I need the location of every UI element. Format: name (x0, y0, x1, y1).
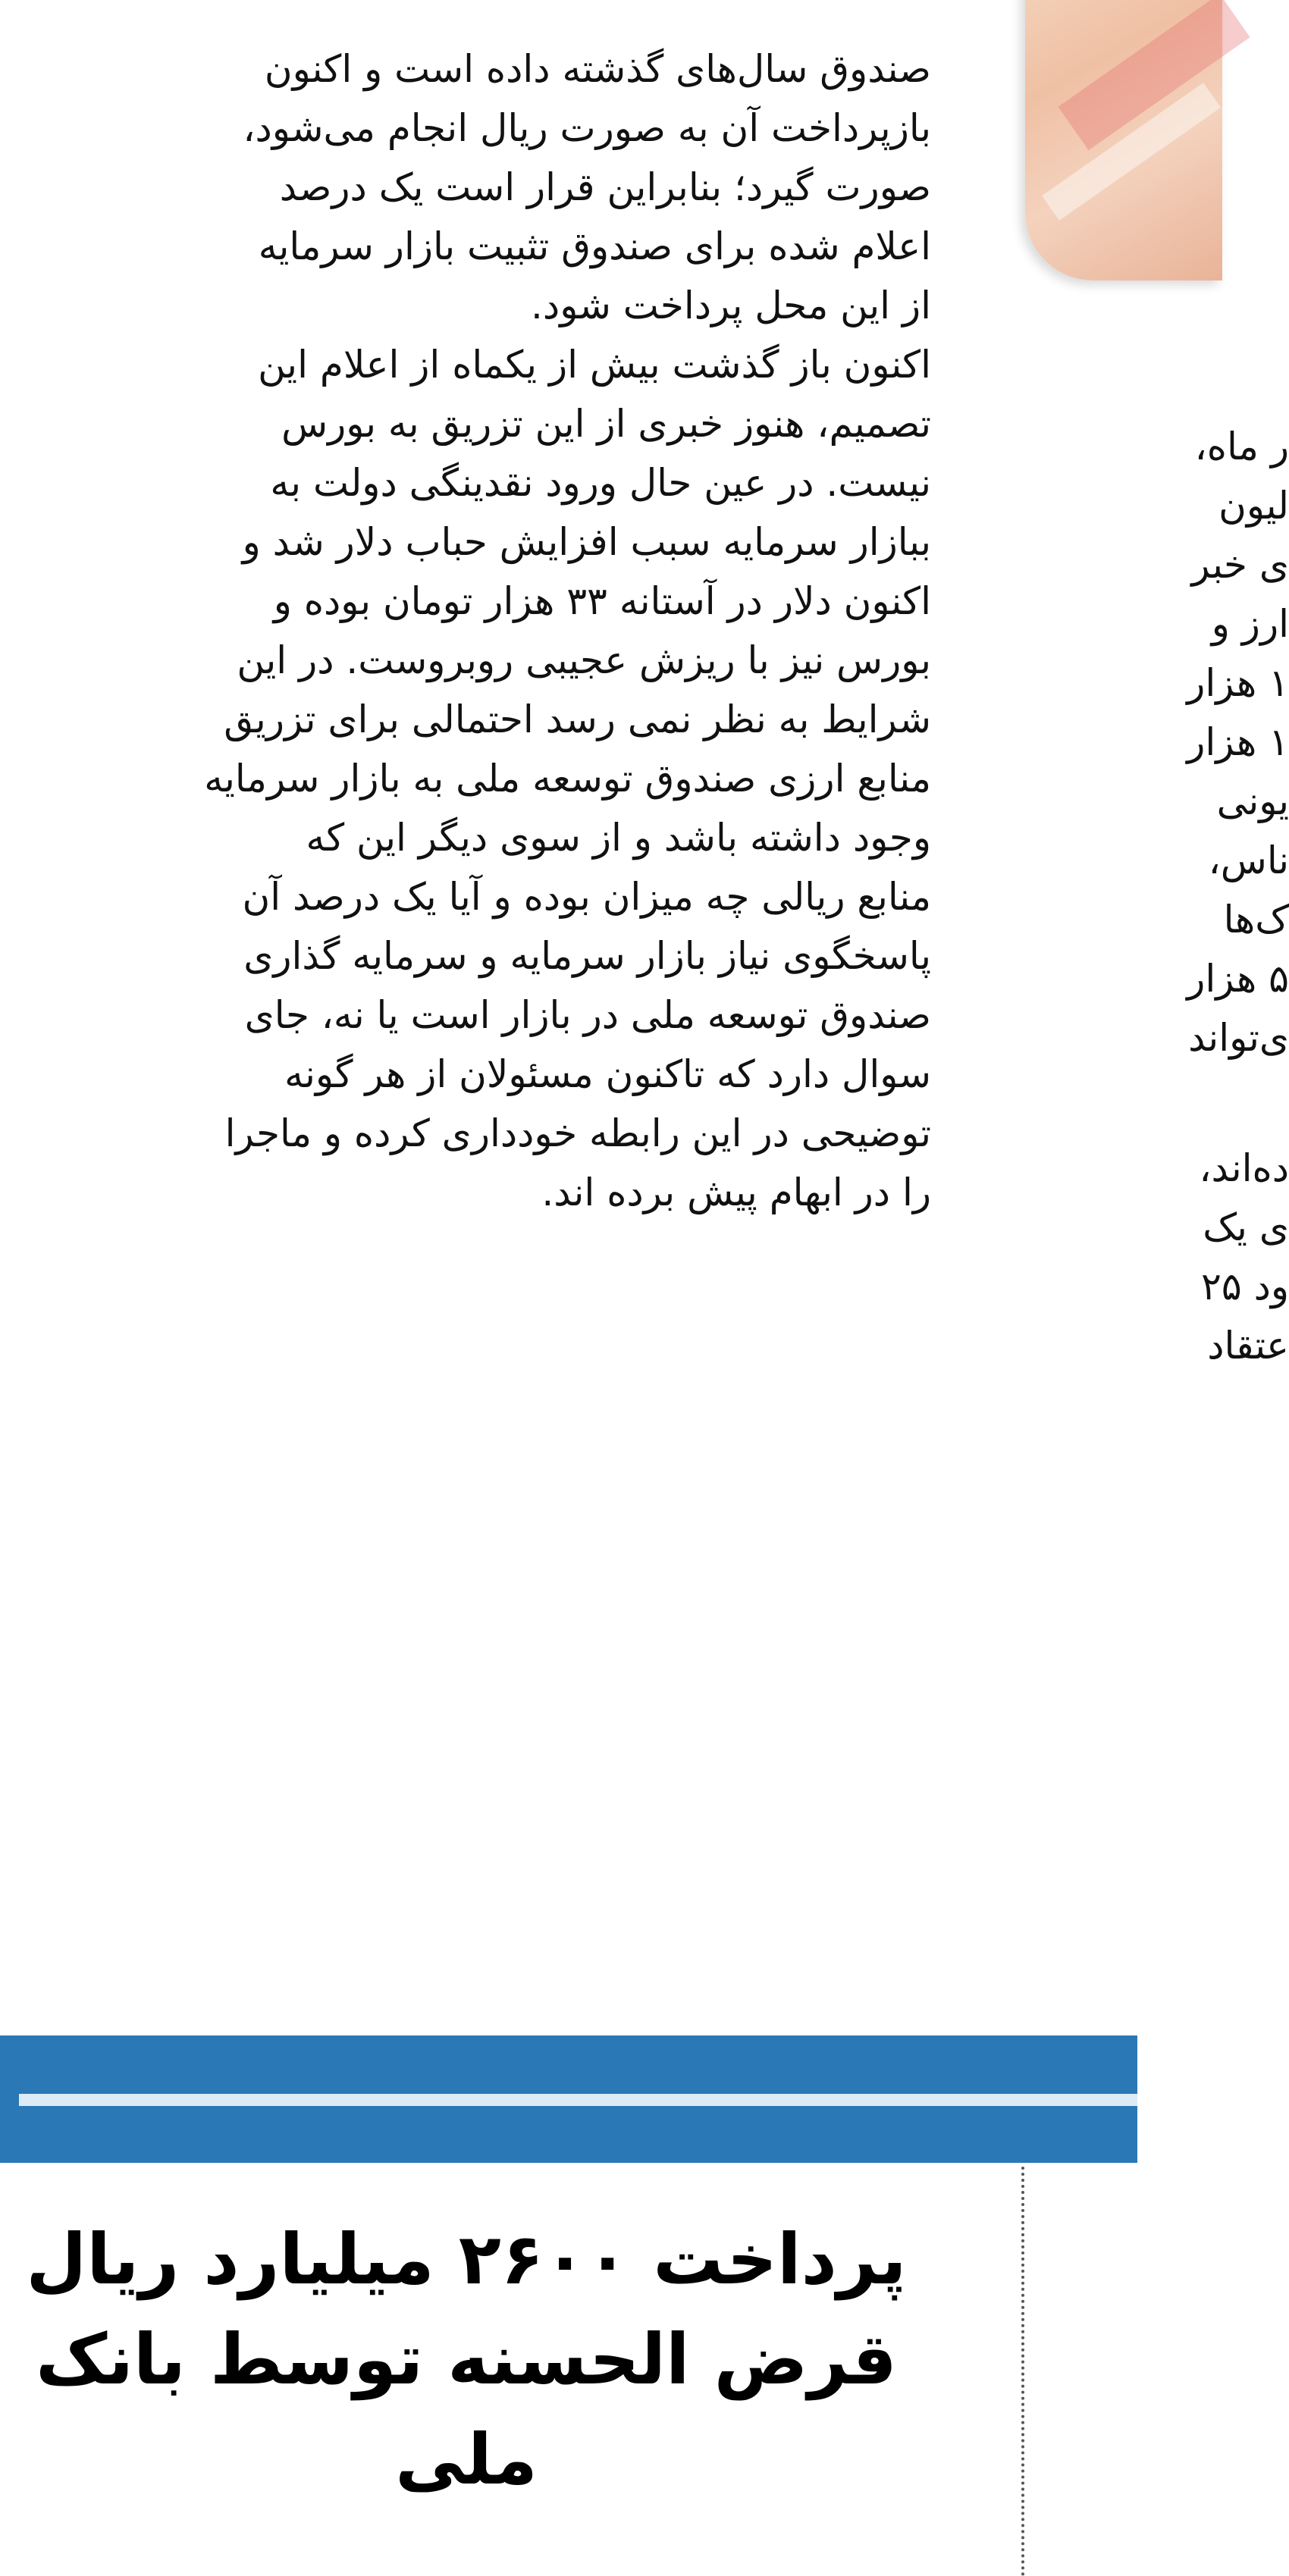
article-line: صندوق سال‌های گذشته داده است و اکنون (264, 47, 931, 91)
side-line: عتقاد (1207, 1324, 1289, 1368)
article-line: پاسخگوی نیاز بازار سرمایه و سرمایه گذاری (243, 934, 931, 978)
side-line: ود ۲۵ (1200, 1264, 1289, 1308)
side-line: یونی (1216, 779, 1289, 823)
article-line: اکنون دلار در آستانه ۳۳ هزار تومان بوده و (273, 579, 931, 623)
article-line: صورت گیرد؛ بنابراین قرار است یک درصد (279, 165, 931, 209)
side-line: ک‌ها (1223, 898, 1289, 942)
side-line: ی یک (1203, 1205, 1289, 1249)
headline-line-2: قرض الحسنه توسط بانک ملی (36, 2319, 897, 2500)
side-line: ۵ هزار (1187, 957, 1289, 1001)
side-line: ۱ هزار (1187, 720, 1289, 764)
section-divider-band (0, 2035, 1137, 2163)
article-line: از این محل پرداخت شود. (531, 284, 931, 327)
article-line: تصمیم، هنوز خبری از این تزریق به بورس (281, 402, 931, 446)
headline-line-1: پرداخت ۲۶۰۰ میلیارد ریال (26, 2219, 907, 2300)
side-line: ی‌تواند (1188, 1016, 1289, 1060)
side-line: ارز و (1211, 602, 1289, 646)
article-line: توضیحی در این رابطه خودداری کرده و ماجرا (224, 1111, 931, 1155)
side-line: ناس، (1208, 838, 1289, 882)
article-line: منابع ریالی چه میزان بوده و آیا یک درصد آن (242, 875, 931, 919)
article-body (0, 0, 931, 1222)
article-line: بورس نیز با ریزش عجیبی روبروست. در این (237, 638, 931, 682)
side-line: ۱ هزار (1187, 661, 1289, 705)
side-line: ده‌اند، (1199, 1146, 1289, 1190)
article-line: را در ابهام پیش برده اند. (541, 1170, 931, 1214)
band-rule (19, 2094, 1137, 2106)
article-line: اعلام شده برای صندوق تثبیت بازار سرمایه (258, 224, 931, 268)
side-line: ر ماه، (1194, 425, 1289, 469)
article-line: سوال دارد که تاکنون مسئولان از هر گونه (284, 1052, 931, 1096)
side-line: لیون (1218, 484, 1289, 528)
article-line: شرایط به نظر نمی رسد احتمالی برای تزریق (224, 697, 931, 741)
article-line: ببازار سرمایه سبب افزایش حباب دلار شد و (242, 520, 931, 564)
article-line: صندوق توسعه ملی در بازار است یا نه، جای (244, 993, 931, 1037)
article-line: وجود داشته باشد و از سوی دیگر این که (306, 816, 931, 860)
side-column-fragment (986, 0, 1289, 1380)
article-headline (0, 2210, 933, 2510)
article-line: نیست. در عین حال ورود نقدینگی دولت به (270, 461, 931, 505)
article-line: بازپرداخت آن به صورت ریال انجام می‌شود، (243, 106, 931, 150)
side-line: ی خبر (1191, 543, 1289, 587)
article-line: اکنون باز گذشت بیش از یکماه از اعلام این (258, 343, 931, 387)
column-dotted-separator (1021, 2167, 1024, 2576)
article-line: منابع ارزی صندوق توسعه ملی به بازار سرمایه (204, 757, 931, 801)
